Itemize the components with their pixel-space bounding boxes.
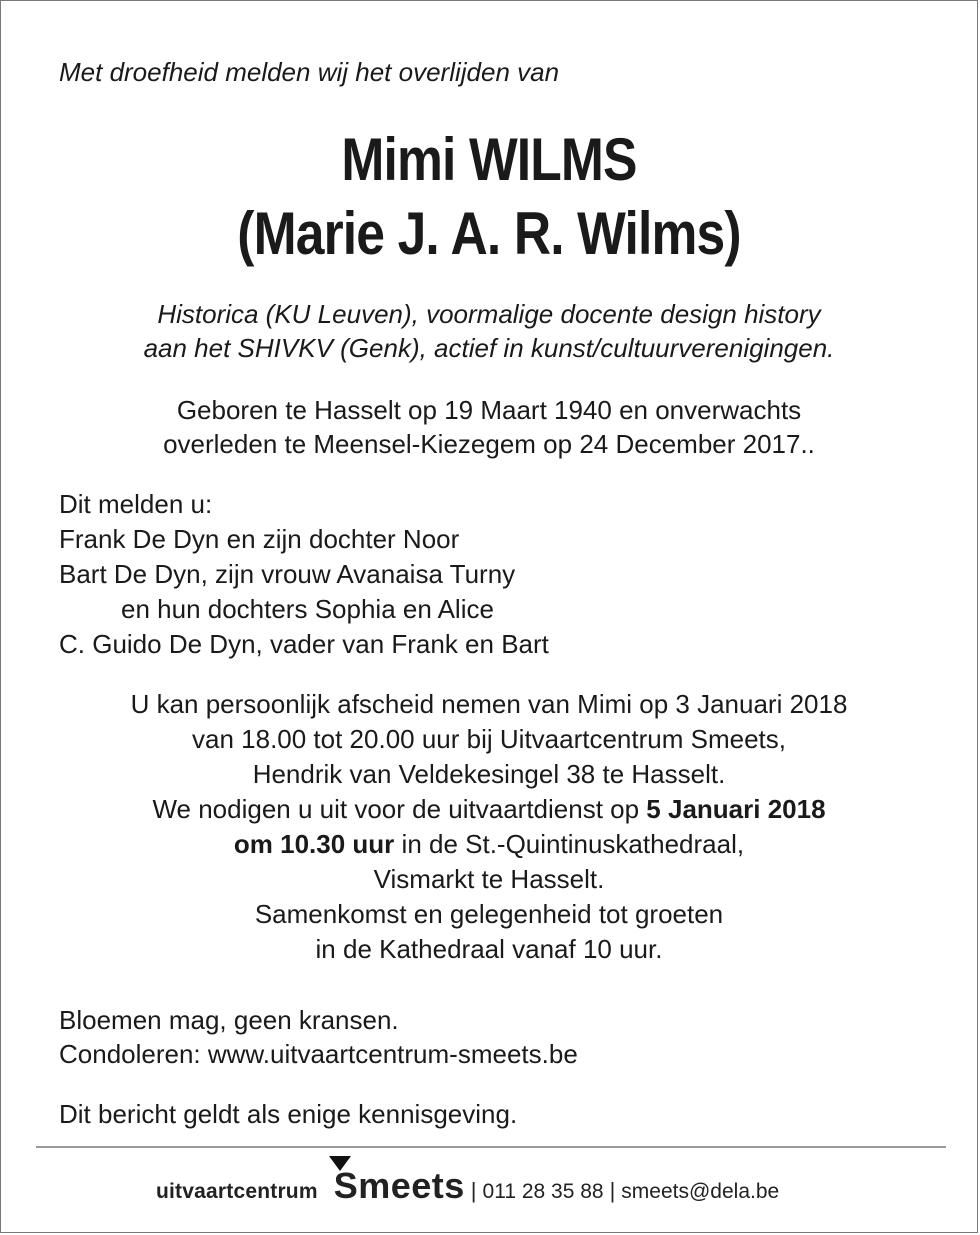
description-line-2: aan het SHIVKV (Genk), actief in kunst/cultuurverenigingen.	[143, 333, 835, 363]
closing-info	[59, 1003, 578, 1071]
notice-text: Dit bericht geldt als enige kennisgeving.	[59, 1099, 518, 1129]
description	[1, 297, 977, 365]
footer-centrum: uitvaartcentrum	[156, 1180, 318, 1203]
footer-phone[interactable]: 011 28 35 88	[482, 1180, 604, 1203]
footer-divider	[36, 1146, 946, 1148]
funeral-location: in de St.-Quintinuskathedraal,	[394, 829, 745, 859]
funeral-line	[1, 792, 977, 827]
farewell-line: Hendrik van Veldekesingel 38 te Hasselt.	[252, 759, 726, 789]
family-heading: Dit melden u:	[59, 489, 213, 519]
condolences-link[interactable]: Condoleren: www.uitvaartcentrum-smeets.be	[59, 1039, 578, 1069]
family-line: Bart De Dyn, zijn vrouw Avanaisa Turny	[59, 559, 516, 589]
funeral-date: 5 Januari 2018	[646, 794, 826, 824]
footer-separator: |	[470, 1178, 477, 1203]
born-line-2: overleden te Meensel-Kiezegem op 24 December 2017..	[163, 429, 815, 459]
flowers-note: Bloemen mag, geen kransen.	[59, 1005, 399, 1035]
deceased-name	[69, 123, 908, 271]
funeral-time-line	[1, 827, 977, 862]
family-line: en hun dochters Sophia en Alice	[121, 594, 494, 624]
family-line: C. Guido De Dyn, vader van Frank en Bart	[59, 629, 549, 659]
footer-logo-bar	[156, 1165, 779, 1207]
farewell-line: Samenkomst en gelegenheid tot groeten	[254, 899, 724, 929]
footer-brand: Smeets	[333, 1165, 465, 1206]
name-line-2: (Marie J. A. R. Wilms)	[237, 200, 741, 267]
farewell-info	[1, 687, 977, 967]
family-line: Frank De Dyn en zijn dochter Noor	[59, 524, 460, 554]
funeral-time: om 10.30 uur	[233, 829, 395, 859]
farewell-line: U kan persoonlijk afscheid nemen van Mimi op 3 Januari 2018	[130, 689, 848, 719]
birth-death-info	[1, 393, 977, 461]
farewell-line: van 18.00 tot 20.00 uur bij Uitvaartcentrum Smeets,	[192, 724, 786, 754]
born-line-1: Geboren te Hasselt op 19 Maart 1940 en onverwachts	[176, 395, 802, 425]
footer-separator: |	[609, 1178, 616, 1203]
description-line-1: Historica (KU Leuven), voormalige docente design history	[157, 299, 821, 329]
intro-text: Met droefheid melden wij het overlijden van	[59, 57, 560, 87]
farewell-line: Vismarkt te Hasselt.	[373, 864, 605, 894]
funeral-text: We nodigen u uit voor de uitvaartdienst op	[152, 794, 647, 824]
farewell-line: in de Kathedraal vanaf 10 uur.	[315, 934, 663, 964]
footer-email[interactable]: smeets@dela.be	[621, 1180, 780, 1203]
family-list	[59, 487, 549, 662]
name-line-1: Mimi WILMS	[341, 126, 637, 193]
